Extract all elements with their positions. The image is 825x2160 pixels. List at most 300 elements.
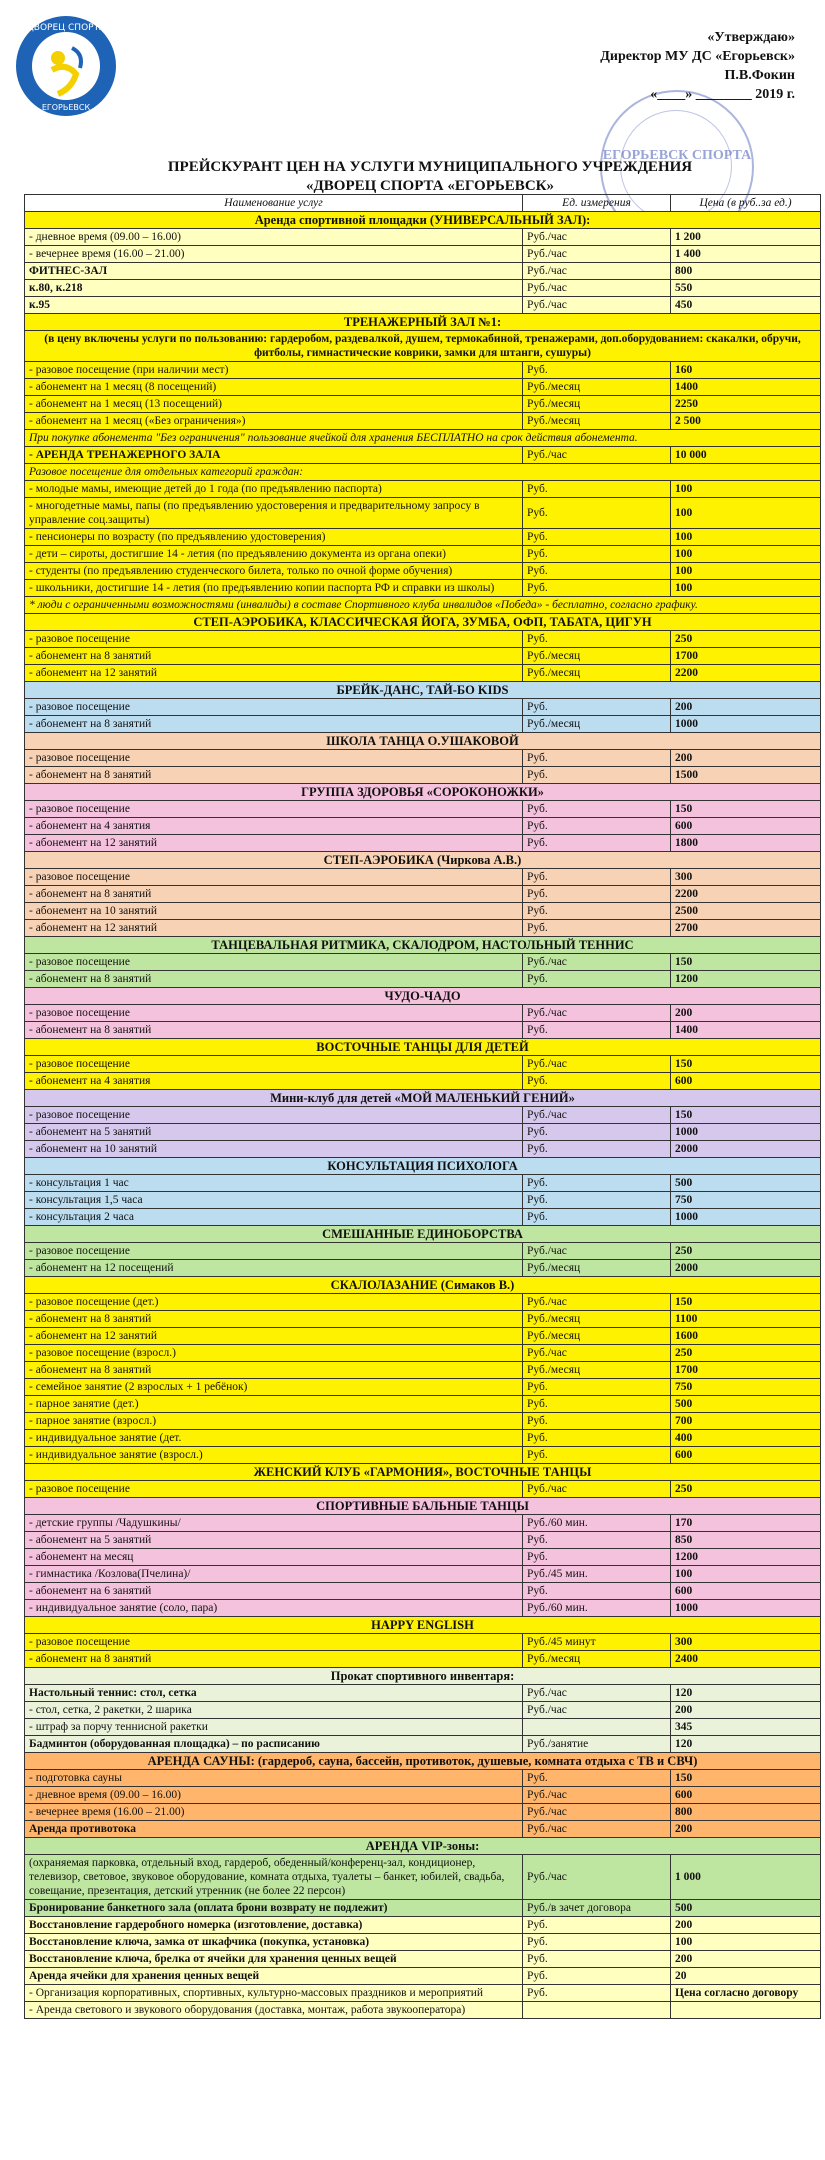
service-unit: Руб./час (523, 229, 671, 246)
section-title: ЧУДО-ЧАДО (25, 988, 821, 1005)
service-name: Аренда противотока (25, 1821, 523, 1838)
service-unit: Руб./час (523, 280, 671, 297)
service-unit: Руб./45 мин. (523, 1566, 671, 1583)
section-title: СПОРТИВНЫЕ БАЛЬНЫЕ ТАНЦЫ (25, 1498, 821, 1515)
service-unit: Руб./час (523, 263, 671, 280)
section-title: Мини-клуб для детей «МОЙ МАЛЕНЬКИЙ ГЕНИЙ» (25, 1090, 821, 1107)
table-row (25, 1951, 821, 1968)
service-name: Восстановление ключа, брелка от ячейки для хранения ценных вещей (25, 1951, 523, 1968)
table-row (25, 229, 821, 246)
service-unit: Руб./месяц (523, 1328, 671, 1345)
section-title: ЖЕНСКИЙ КЛУБ «ГАРМОНИЯ», ВОСТОЧНЫЕ ТАНЦЫ (25, 1464, 821, 1481)
price-table (24, 194, 821, 2019)
service-name: Настольный теннис: стол, сетка (25, 1685, 523, 1702)
service-unit: Руб./час (523, 1345, 671, 1362)
table-row (25, 396, 821, 413)
service-price: 10 000 (671, 447, 821, 464)
service-unit: Руб. (523, 631, 671, 648)
service-name: - дети – сироты, достигшие 14 - летия (по предъявлению документа из органа опеки) (25, 546, 523, 563)
service-name: - семейное занятие (2 взрослых + 1 ребёнок) (25, 1379, 523, 1396)
table-row (25, 1362, 821, 1379)
service-price: 200 (671, 1821, 821, 1838)
table-row (25, 1634, 821, 1651)
service-price: Цена согласно договору (671, 1985, 821, 2002)
service-name: - разовое посещение (25, 1481, 523, 1498)
section-header-row (25, 614, 821, 631)
service-name: - школьники, достигшие 14 - летия (по предъявлению копии паспорта РФ и справки из школы) (25, 580, 523, 597)
service-name: - стол, сетка, 2 ракетки, 2 шарика (25, 1702, 523, 1719)
service-unit: Руб. (523, 1141, 671, 1158)
table-row (25, 1379, 821, 1396)
table-row (25, 529, 821, 546)
section-title: ШКОЛА ТАНЦА О.УШАКОВОЙ (25, 733, 821, 750)
service-price: 100 (671, 529, 821, 546)
table-row (25, 379, 821, 396)
service-unit: Руб. (523, 1175, 671, 1192)
service-price: 600 (671, 1787, 821, 1804)
table-row (25, 1107, 821, 1124)
table-row (25, 1294, 821, 1311)
service-unit: Руб. (523, 1549, 671, 1566)
table-row (25, 2002, 821, 2019)
table-row (25, 665, 821, 682)
service-price: 500 (671, 1396, 821, 1413)
header-service: Наименование услуг (25, 195, 523, 212)
service-price: 2200 (671, 665, 821, 682)
service-unit (523, 1719, 671, 1736)
service-name: к.80, к.218 (25, 280, 523, 297)
service-name: к.95 (25, 297, 523, 314)
table-row (25, 1736, 821, 1753)
section-header-row (25, 1158, 821, 1175)
table-row (25, 903, 821, 920)
service-name: - индивидуальное занятие (взросл.) (25, 1447, 523, 1464)
table-row (25, 1855, 821, 1900)
service-unit (523, 2002, 671, 2019)
service-price: 2 500 (671, 413, 821, 430)
service-unit: Руб./месяц (523, 379, 671, 396)
table-row (25, 1900, 821, 1917)
service-name: - парное занятие (взросл.) (25, 1413, 523, 1430)
service-unit: Руб./60 мин. (523, 1515, 671, 1532)
service-unit: Руб. (523, 767, 671, 784)
table-row (25, 1719, 821, 1736)
table-row (25, 886, 821, 903)
service-unit: Руб. (523, 869, 671, 886)
service-price: 1 000 (671, 1855, 821, 1900)
service-price: 1100 (671, 1311, 821, 1328)
service-unit: Руб./час (523, 1855, 671, 1900)
service-price: 150 (671, 1056, 821, 1073)
service-price: 1400 (671, 379, 821, 396)
service-price: 250 (671, 1481, 821, 1498)
table-row (25, 1022, 821, 1039)
service-name: - молодые мамы, имеющие детей до 1 года (по предъявлению паспорта) (25, 481, 523, 498)
service-price: 850 (671, 1532, 821, 1549)
service-unit: Руб. (523, 1192, 671, 1209)
document-title (120, 158, 740, 196)
service-name: - индивидуальное занятие (дет. (25, 1430, 523, 1447)
service-price: 100 (671, 1566, 821, 1583)
table-row (25, 954, 821, 971)
table-row (25, 546, 821, 563)
service-price: 200 (671, 699, 821, 716)
service-unit: Руб./месяц (523, 1311, 671, 1328)
service-name: - дневное время (09.00 – 16.00) (25, 1787, 523, 1804)
section-header-row (25, 1617, 821, 1634)
service-name: Восстановление гардеробного номерка (изготовление, доставка) (25, 1917, 523, 1934)
service-name: - абонемент на 8 занятий (25, 1362, 523, 1379)
service-price: 1700 (671, 1362, 821, 1379)
section-title: ТРЕНАЖЕРНЫЙ ЗАЛ №1: (25, 314, 821, 331)
section-title: ГРУППА ЗДОРОВЬЯ «СОРОКОНОЖКИ» (25, 784, 821, 801)
service-name: - абонемент на 8 занятий (25, 716, 523, 733)
service-price: 500 (671, 1175, 821, 1192)
section-title: КОНСУЛЬТАЦИЯ ПСИХОЛОГА (25, 1158, 821, 1175)
note-text: (в цену включены услуги по пользованию: гардеробом, раздевалкой, душем, термокабиной, тренажерами, доп.оборудованием: скакалки, обручи, фитболы, гимнастические коврики, замки для штанги, сушуры) (25, 331, 821, 362)
service-price: 1000 (671, 1124, 821, 1141)
service-price: 120 (671, 1685, 821, 1702)
service-name: - абонемент на 8 занятий (25, 886, 523, 903)
service-price: 800 (671, 263, 821, 280)
service-name: - абонемент на 8 занятий (25, 1022, 523, 1039)
service-price: 1700 (671, 648, 821, 665)
service-price: 20 (671, 1968, 821, 1985)
service-name: - абонемент на 8 занятий (25, 648, 523, 665)
service-name: - абонемент на 5 занятий (25, 1124, 523, 1141)
service-name: - консультация 1,5 часа (25, 1192, 523, 1209)
service-name: - разовое посещение (дет.) (25, 1294, 523, 1311)
service-name: Восстановление ключа, замка от шкафчика (покупка, установка) (25, 1934, 523, 1951)
table-row (25, 1209, 821, 1226)
service-unit: Руб. (523, 1447, 671, 1464)
service-price: 500 (671, 1900, 821, 1917)
service-name: (охраняемая парковка, отдельный вход, гардероб, обеденный/конференц-зал, кондиционер, телевизор, световое, звуковое оборудование, комната отдыха, туалеты – банкет, юбилей, свадьба, совещание, презентация, детский утренник (не более 22 персон) (25, 1855, 523, 1900)
service-name: - штраф за порчу теннисной ракетки (25, 1719, 523, 1736)
service-price: 200 (671, 1005, 821, 1022)
table-row (25, 1311, 821, 1328)
table-row (25, 1175, 821, 1192)
note-row (25, 464, 821, 481)
service-unit: Руб./месяц (523, 413, 671, 430)
service-name: - Аренда светового и звукового оборудования (доставка, монтаж, работа звукооператора) (25, 2002, 523, 2019)
service-name: - консультация 1 час (25, 1175, 523, 1192)
service-unit: Руб. (523, 801, 671, 818)
approval-line-2: Директор МУ ДС «Егорьевск» (600, 49, 795, 64)
service-name: - студенты (по предъявлению студенческого билета, только по очной форме обучения) (25, 563, 523, 580)
section-title: Прокат спортивного инвентаря: (25, 1668, 821, 1685)
service-price: 600 (671, 818, 821, 835)
service-unit: Руб./60 мин. (523, 1600, 671, 1617)
service-price: 300 (671, 869, 821, 886)
section-header-row (25, 212, 821, 229)
service-name: - вечернее время (16.00 – 21.00) (25, 1804, 523, 1821)
service-unit: Руб. (523, 1073, 671, 1090)
section-header-row (25, 733, 821, 750)
table-row (25, 835, 821, 852)
service-unit: Руб. (523, 818, 671, 835)
service-name: - разовое посещение (25, 750, 523, 767)
service-name: - абонемент на 12 занятий (25, 835, 523, 852)
service-price: 120 (671, 1736, 821, 1753)
table-row (25, 1566, 821, 1583)
table-row (25, 648, 821, 665)
service-name: - многодетные мамы, папы (по предъявлению удостоверения и предварительному запросу в управление соц.защиты) (25, 498, 523, 529)
service-name: - разовое посещение (25, 631, 523, 648)
section-header-row (25, 1090, 821, 1107)
table-row (25, 413, 821, 430)
service-price: 100 (671, 498, 821, 529)
section-header-row (25, 1498, 821, 1515)
service-price: 300 (671, 1634, 821, 1651)
table-row (25, 1345, 821, 1362)
service-price: 1000 (671, 716, 821, 733)
table-row (25, 1651, 821, 1668)
note-text: При покупке абонемента "Без ограничения" пользование ячейкой для хранения БЕСПЛАТНО на срок действия абонемента. (25, 430, 821, 447)
service-price: 1000 (671, 1600, 821, 1617)
service-name: - абонемент на 1 месяц (13 посещений) (25, 396, 523, 413)
service-name: - абонемент на 6 занятий (25, 1583, 523, 1600)
table-row (25, 246, 821, 263)
service-price: 1 400 (671, 246, 821, 263)
service-name: - абонемент на 8 занятий (25, 1651, 523, 1668)
service-price: 150 (671, 1294, 821, 1311)
service-name: - абонемент на 8 занятий (25, 971, 523, 988)
table-row (25, 971, 821, 988)
section-title: HAPPY ENGLISH (25, 1617, 821, 1634)
table-row (25, 263, 821, 280)
service-unit: Руб./час (523, 1804, 671, 1821)
service-name: ФИТНЕС-ЗАЛ (25, 263, 523, 280)
service-price: 2250 (671, 396, 821, 413)
service-name: - разовое посещение (25, 1005, 523, 1022)
table-row (25, 1447, 821, 1464)
section-title: СКАЛОЛАЗАНИЕ (Симаков В.) (25, 1277, 821, 1294)
section-header-row (25, 1277, 821, 1294)
section-header-row (25, 937, 821, 954)
section-title: ВОСТОЧНЫЕ ТАНЦЫ ДЛЯ ДЕТЕЙ (25, 1039, 821, 1056)
note-row (25, 430, 821, 447)
service-unit: Руб. (523, 920, 671, 937)
note-row (25, 597, 821, 614)
service-unit: Руб./месяц (523, 1362, 671, 1379)
table-row (25, 1685, 821, 1702)
service-name: - разовое посещение (25, 699, 523, 716)
service-name: - Организация корпоративных, спортивных, культурно-массовых праздников и мероприятий (25, 1985, 523, 2002)
service-price: 1200 (671, 1549, 821, 1566)
service-unit: Руб./месяц (523, 1651, 671, 1668)
service-price: 2200 (671, 886, 821, 903)
service-price: 100 (671, 563, 821, 580)
table-row (25, 1328, 821, 1345)
service-price: 2500 (671, 903, 821, 920)
table-row (25, 1770, 821, 1787)
service-price: 200 (671, 1702, 821, 1719)
service-unit: Руб. (523, 498, 671, 529)
approval-block (535, 28, 795, 104)
title-line-1: ПРЕЙСКУРАНТ ЦЕН НА УСЛУГИ МУНИЦИПАЛЬНОГО УЧРЕЖДЕНИЯ (167, 159, 693, 175)
service-unit: Руб./час (523, 1107, 671, 1124)
table-row (25, 1821, 821, 1838)
section-title: АРЕНДА VIP-зоны: (25, 1838, 821, 1855)
service-unit: Руб./час (523, 1005, 671, 1022)
service-price: 150 (671, 954, 821, 971)
table-row (25, 1192, 821, 1209)
table-row (25, 1260, 821, 1277)
service-price: 200 (671, 1951, 821, 1968)
table-row (25, 631, 821, 648)
service-name: - абонемент на 12 занятий (25, 920, 523, 937)
section-title: СТЕП-АЭРОБИКА (Чиркова А.В.) (25, 852, 821, 869)
service-name: - абонемент на 10 занятий (25, 903, 523, 920)
service-unit: Руб. (523, 903, 671, 920)
service-name: - абонемент на 5 занятий (25, 1532, 523, 1549)
service-price (671, 2002, 821, 2019)
table-row (25, 699, 821, 716)
service-price: 1 200 (671, 229, 821, 246)
table-row (25, 1243, 821, 1260)
service-unit: Руб./в зачет договора (523, 1900, 671, 1917)
logo-bottom-text: ЕГОРЬЕВСК (41, 103, 91, 112)
service-unit: Руб. (523, 362, 671, 379)
service-unit: Руб. (523, 546, 671, 563)
service-price: 2700 (671, 920, 821, 937)
service-unit: Руб. (523, 1770, 671, 1787)
service-name: - разовое посещение (взросл.) (25, 1345, 523, 1362)
service-name: - разовое посещение (25, 954, 523, 971)
approval-line-4: «____» ________ 2019 г. (650, 87, 795, 102)
section-title: СМЕШАННЫЕ ЕДИНОБОРСТВА (25, 1226, 821, 1243)
service-unit: Руб./час (523, 1787, 671, 1804)
service-unit: Руб./час (523, 297, 671, 314)
table-row (25, 1481, 821, 1498)
service-price: 150 (671, 1107, 821, 1124)
service-name: - гимнастика /Козлова(Пчелина)/ (25, 1566, 523, 1583)
table-row (25, 563, 821, 580)
service-name: - разовое посещение (при наличии мест) (25, 362, 523, 379)
table-row (25, 1583, 821, 1600)
service-price: 150 (671, 1770, 821, 1787)
service-price: 450 (671, 297, 821, 314)
service-unit: Руб./час (523, 954, 671, 971)
service-unit: Руб. (523, 1379, 671, 1396)
service-unit: Руб./час (523, 1056, 671, 1073)
service-price: 1600 (671, 1328, 821, 1345)
table-row (25, 1413, 821, 1430)
service-unit: Руб. (523, 1985, 671, 2002)
service-unit: Руб./час (523, 1481, 671, 1498)
service-price: 100 (671, 1934, 821, 1951)
section-header-row (25, 784, 821, 801)
table-header-row (25, 195, 821, 212)
service-price: 750 (671, 1379, 821, 1396)
service-unit: Руб./занятие (523, 1736, 671, 1753)
service-name: - дневное время (09.00 – 16.00) (25, 229, 523, 246)
section-header-row (25, 988, 821, 1005)
table-row (25, 1124, 821, 1141)
section-header-row (25, 1838, 821, 1855)
service-unit: Руб. (523, 1124, 671, 1141)
service-price: 700 (671, 1413, 821, 1430)
table-row (25, 818, 821, 835)
table-row (25, 1396, 821, 1413)
service-price: 600 (671, 1583, 821, 1600)
service-price: 345 (671, 1719, 821, 1736)
section-title: АРЕНДА САУНЫ: (гардероб, сауна, бассейн, противоток, душевые, комната отдыха с ТВ и СВЧ) (25, 1753, 821, 1770)
table-row (25, 801, 821, 818)
service-price: 170 (671, 1515, 821, 1532)
service-name: - разовое посещение (25, 869, 523, 886)
service-price: 400 (671, 1430, 821, 1447)
service-name: - разовое посещение (25, 1634, 523, 1651)
service-price: 200 (671, 750, 821, 767)
title-line-2: «ДВОРЕЦ СПОРТА «ЕГОРЬЕВСК» (305, 178, 555, 194)
note-text: * люди с ограниченными возможностями (инвалиды) в составе Спортивного клуба инвалидов «Победа» - бесплатно, согласно графику. (25, 597, 821, 614)
service-unit: Руб. (523, 1396, 671, 1413)
service-unit: Руб. (523, 1951, 671, 1968)
section-header-row (25, 1668, 821, 1685)
service-name: - абонемент на месяц (25, 1549, 523, 1566)
service-name: - абонемент на 4 занятия (25, 1073, 523, 1090)
section-header-row (25, 1464, 821, 1481)
table-row (25, 716, 821, 733)
service-name: - АРЕНДА ТРЕНАЖЕРНОГО ЗАЛА (25, 447, 523, 464)
service-unit: Руб./месяц (523, 1260, 671, 1277)
service-unit: Руб./месяц (523, 665, 671, 682)
service-name: - разовое посещение (25, 1107, 523, 1124)
table-row (25, 869, 821, 886)
table-row (25, 362, 821, 379)
service-unit: Руб./45 минут (523, 1634, 671, 1651)
service-unit: Руб. (523, 835, 671, 852)
section-header-row (25, 682, 821, 699)
table-row (25, 1430, 821, 1447)
service-unit: Руб./час (523, 246, 671, 263)
table-row (25, 1985, 821, 2002)
note-row (25, 331, 821, 362)
service-price: 750 (671, 1192, 821, 1209)
service-unit: Руб. (523, 750, 671, 767)
service-unit: Руб. (523, 971, 671, 988)
service-price: 800 (671, 1804, 821, 1821)
service-unit: Руб. (523, 1968, 671, 1985)
table-row (25, 481, 821, 498)
table-row (25, 1005, 821, 1022)
service-price: 1000 (671, 1209, 821, 1226)
service-unit: Руб./час (523, 447, 671, 464)
service-name: - абонемент на 12 занятий (25, 665, 523, 682)
service-unit: Руб. (523, 1583, 671, 1600)
table-row (25, 767, 821, 784)
service-unit: Руб. (523, 1430, 671, 1447)
service-name: - индивидуальное занятие (соло, пара) (25, 1600, 523, 1617)
service-price: 100 (671, 580, 821, 597)
service-price: 1800 (671, 835, 821, 852)
service-name: - абонемент на 10 занятий (25, 1141, 523, 1158)
service-price: 1400 (671, 1022, 821, 1039)
table-row (25, 1917, 821, 1934)
service-name: - консультация 2 часа (25, 1209, 523, 1226)
service-unit: Руб./месяц (523, 396, 671, 413)
service-unit: Руб. (523, 1209, 671, 1226)
stamp-text: ЕГОРЬЕВСК СПОРТА (602, 148, 752, 163)
service-unit: Руб./месяц (523, 648, 671, 665)
service-name: - пенсионеры по возрасту (по предъявлению удостоверения) (25, 529, 523, 546)
service-unit: Руб. (523, 1532, 671, 1549)
service-price: 160 (671, 362, 821, 379)
table-row (25, 1549, 821, 1566)
service-name: - разовое посещение (25, 1056, 523, 1073)
